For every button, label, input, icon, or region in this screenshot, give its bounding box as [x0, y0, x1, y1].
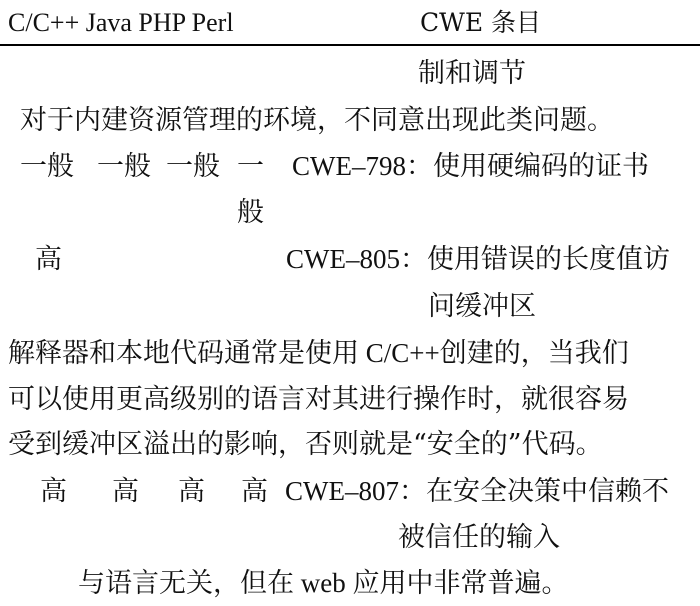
- severity-cpp: 高: [40, 476, 67, 507]
- cwe-805-entry-line2: 问缓冲区: [428, 291, 536, 322]
- note-language-independent: 与语言无关，但在 web 应用中非常普遍。: [78, 568, 569, 598]
- severity-java: 一般: [97, 151, 151, 182]
- severity-php: 一般: [166, 151, 220, 182]
- header-languages: C/C++ Java PHP Perl: [8, 8, 234, 37]
- cwe-807-entry: CWE–807：在安全决策中信赖不: [285, 476, 669, 506]
- severity-perl: 高: [241, 476, 268, 507]
- severity-perl-line1: 一: [237, 151, 264, 182]
- note-interpreter-line2: 可以使用更高级别的语言对其进行操作时，就很容易: [8, 384, 629, 415]
- header-rule: [0, 44, 700, 46]
- note-interpreter-line3: 受到缓冲区溢出的影响，否则就是“安全的”代码。: [8, 429, 603, 460]
- cwe-807-entry-line2: 被信任的输入: [398, 522, 560, 553]
- cwe-798-entry: CWE–798：使用硬编码的证书: [292, 151, 649, 181]
- severity-php: 高: [178, 476, 205, 507]
- cwe-continuation: 制和调节: [418, 58, 526, 89]
- severity-java: 高: [112, 476, 139, 507]
- note-managed-resources: 对于内建资源管理的环境，不同意出现此类问题。: [20, 105, 614, 136]
- note-interpreter-line1: 解释器和本地代码通常是使用 C/C++创建的，当我们: [8, 338, 629, 368]
- cwe-805-entry: CWE–805：使用错误的长度值访: [286, 244, 670, 274]
- header-cwe-entry: CWE 条目: [420, 8, 542, 37]
- severity-perl-line2: 般: [237, 197, 264, 228]
- severity-cpp: 高: [35, 244, 62, 275]
- severity-cpp: 一般: [20, 151, 74, 182]
